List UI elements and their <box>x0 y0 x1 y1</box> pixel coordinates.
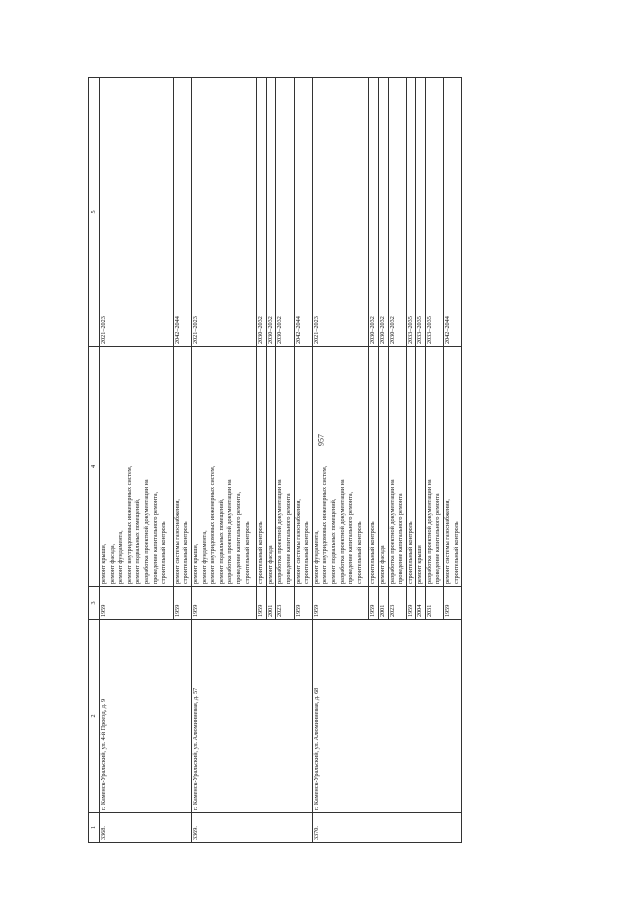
year-value: 1959 <box>294 604 302 617</box>
period-value: 2021–2023 <box>100 316 107 344</box>
works-cell <box>100 347 192 587</box>
works-entry <box>415 347 425 586</box>
period-entry <box>406 78 416 346</box>
year-value: 1959 <box>100 604 107 617</box>
works-entry <box>378 347 388 586</box>
work-item: проведение капитального ремонта, <box>347 491 355 584</box>
period-entry <box>275 78 293 346</box>
year-entry <box>425 587 443 619</box>
period-value: 2042–2044 <box>444 316 452 344</box>
works-entry <box>173 347 191 586</box>
works-entry <box>192 347 256 586</box>
work-item: ремонт внутридомовых инженерных систем, <box>321 465 329 584</box>
address-cell <box>100 620 192 813</box>
work-item: ремонт системы газоснабжения, <box>294 499 302 584</box>
table-rotation-wrapper <box>88 78 575 843</box>
works-entry <box>406 347 416 586</box>
table-row <box>191 78 312 843</box>
year-value: 1959 <box>444 604 452 617</box>
year-entry <box>192 587 256 619</box>
work-item: ремонт подвальных помещений, <box>329 498 337 584</box>
period-entry <box>266 78 276 346</box>
period-value: 2021–2023 <box>312 316 320 344</box>
work-item: ремонт системы газоснабжения, <box>173 499 181 584</box>
works-entry <box>425 347 443 586</box>
year-entry <box>100 587 173 619</box>
work-item: ремонт подвальных помещений, <box>134 498 142 584</box>
year-entry <box>368 587 378 619</box>
header-cell-2: 2 <box>89 620 100 813</box>
work-item: строительный контроль <box>406 521 414 584</box>
address-text: г. Каменск-Уральский, ул. 4-й Проезд, д. 9 <box>100 698 107 810</box>
period-entry <box>313 78 369 346</box>
row-number: 3370. <box>312 826 320 840</box>
year-value: 2023 <box>276 604 284 617</box>
year-entry <box>406 587 416 619</box>
works-entry <box>275 347 293 586</box>
work-item: строительный контроль <box>257 521 265 584</box>
work-item: ремонт фасада <box>266 545 274 584</box>
header-cell-5: 5 <box>89 78 100 347</box>
work-item: разработка проектной документации на <box>388 479 396 584</box>
address-cell <box>191 620 312 813</box>
row-number-cell <box>191 813 312 843</box>
period-value: 2033–2035 <box>406 316 414 344</box>
year-value: 2001 <box>378 604 386 617</box>
year-cell <box>312 587 462 620</box>
work-item: ремонт крыши <box>416 545 424 584</box>
year-entry <box>256 587 266 619</box>
year-value: 2001 <box>266 604 274 617</box>
work-item: ремонт фасада <box>378 545 386 584</box>
work-item: разработка проектной документации на <box>226 479 234 584</box>
table-row <box>100 78 192 843</box>
period-entry <box>100 78 173 346</box>
year-entry <box>294 587 312 619</box>
work-item: проведение капитального ремонта <box>434 493 442 584</box>
period-value: 2030–2032 <box>388 316 396 344</box>
works-cell <box>312 347 462 587</box>
row-number: 3368. <box>100 826 107 840</box>
work-item: ремонт подвальных помещений, <box>217 498 225 584</box>
address-text: г. Каменск-Уральский, ул. Алюминиевая, д. 68 <box>312 687 320 810</box>
year-cell <box>100 587 192 620</box>
row-number-cell <box>100 813 192 843</box>
year-value: 2031 <box>425 604 433 617</box>
work-item: строительный контроль <box>303 521 311 584</box>
work-item: разработка проектной документации на <box>338 479 346 584</box>
table-header-row <box>89 78 100 843</box>
table-row <box>312 78 462 843</box>
period-value: 2033–2035 <box>416 316 424 344</box>
work-item: проведение капитального ремонта <box>284 493 292 584</box>
period-entry <box>388 78 406 346</box>
period-value: 2030–2032 <box>369 316 377 344</box>
year-value: 2023 <box>388 604 396 617</box>
work-item: строительный контроль <box>243 521 251 584</box>
repair-schedule-table <box>88 77 462 843</box>
works-cell <box>191 347 312 587</box>
works-entry <box>313 347 369 586</box>
period-entry <box>256 78 266 346</box>
header-cell-4: 4 <box>89 347 100 587</box>
header-cell-1: 1 <box>89 813 100 843</box>
work-item: строительный контроль <box>182 521 190 584</box>
header-cell-3: 3 <box>89 587 100 620</box>
work-item: ремонт внутридомовых инженерных систем, <box>125 465 133 584</box>
period-entry <box>415 78 425 346</box>
year-value: 1959 <box>312 604 320 617</box>
address-cell <box>312 620 462 813</box>
period-value: 2042–2044 <box>294 316 302 344</box>
period-entry <box>294 78 312 346</box>
work-item: ремонт системы газоснабжения, <box>444 499 452 584</box>
work-item: строительный контроль <box>369 521 377 584</box>
year-entry <box>388 587 406 619</box>
year-entry <box>313 587 369 619</box>
year-value: 1959 <box>191 604 199 617</box>
work-item: разработка проектной документации на <box>276 479 284 584</box>
year-entry <box>173 587 191 619</box>
works-entry <box>368 347 378 586</box>
period-value: 2030–2032 <box>276 316 284 344</box>
year-value: 1959 <box>257 604 265 617</box>
row-number: 3369. <box>191 826 199 840</box>
period-entry <box>173 78 191 346</box>
year-entry <box>443 587 461 619</box>
work-item: ремонт фундамента, <box>312 530 320 584</box>
period-value: 2033–2035 <box>425 316 433 344</box>
work-item: ремонт крыши, <box>100 543 107 584</box>
period-value: 2030–2032 <box>266 316 274 344</box>
year-value: 2004 <box>416 604 424 617</box>
table-body <box>89 78 462 843</box>
work-item: ремонт крыши, <box>191 543 199 584</box>
work-item: разработка проектной документации на <box>142 479 150 584</box>
year-entry <box>378 587 388 619</box>
work-item: ремонт фасада, <box>108 543 116 584</box>
year-value: 1959 <box>369 604 377 617</box>
page-number-text: 957 <box>316 434 326 446</box>
row-number-cell <box>312 813 462 843</box>
period-value: 2030–2032 <box>257 316 265 344</box>
period-cell <box>191 78 312 347</box>
works-entry <box>388 347 406 586</box>
period-entry <box>443 78 461 346</box>
works-entry <box>256 347 266 586</box>
work-item: проведение капитального ремонта, <box>234 491 242 584</box>
period-value: 2021–2023 <box>191 316 199 344</box>
period-cell <box>312 78 462 347</box>
work-item: разработка проектной документации на <box>425 479 433 584</box>
period-entry <box>368 78 378 346</box>
period-value: 2030–2032 <box>378 316 386 344</box>
works-entry <box>100 347 173 586</box>
work-item: ремонт внутридомовых инженерных систем, <box>209 465 217 584</box>
works-entry <box>294 347 312 586</box>
work-item: проведение капитального ремонта <box>397 493 405 584</box>
work-item: строительный контроль <box>160 521 168 584</box>
rotated-table-area <box>88 78 575 843</box>
period-entry <box>378 78 388 346</box>
year-cell <box>191 587 312 620</box>
work-item: проведение капитального ремонта, <box>151 491 159 584</box>
period-value: 2042–2044 <box>173 316 181 344</box>
work-item: строительный контроль <box>452 521 460 584</box>
address-text: г. Каменск-Уральский, ул. Алюминиевая, д. 57 <box>191 687 199 810</box>
year-entry <box>415 587 425 619</box>
year-entry <box>275 587 293 619</box>
year-value: 1959 <box>406 604 414 617</box>
work-item: ремонт фундамента, <box>200 530 208 584</box>
work-item: ремонт фундамента, <box>117 530 125 584</box>
period-entry <box>192 78 256 346</box>
work-item: строительный контроль <box>355 521 363 584</box>
year-value: 1959 <box>173 604 181 617</box>
year-entry <box>266 587 276 619</box>
works-entry <box>443 347 461 586</box>
period-entry <box>425 78 443 346</box>
period-cell <box>100 78 192 347</box>
works-entry <box>266 347 276 586</box>
